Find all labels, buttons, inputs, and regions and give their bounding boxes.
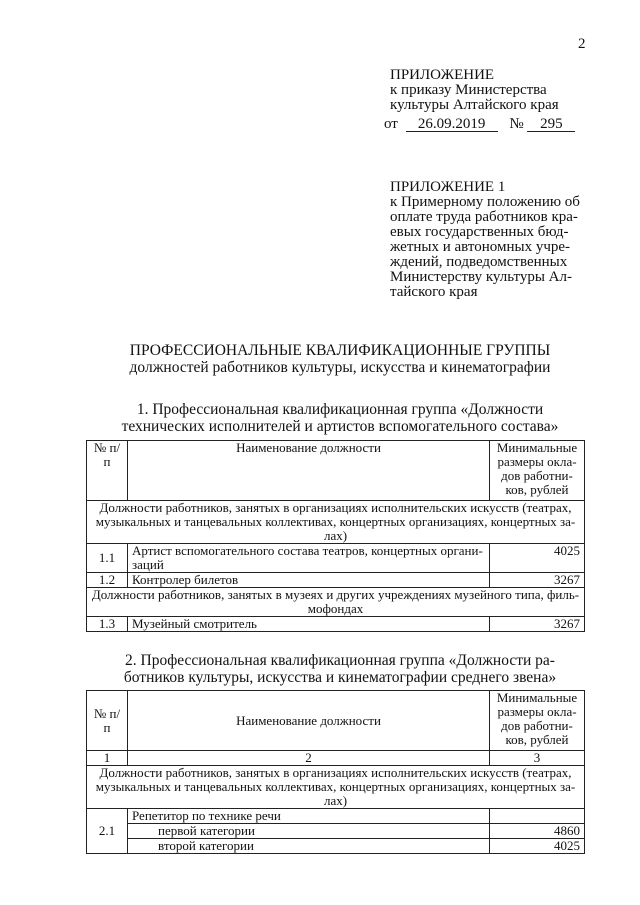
subrow-name: первой категории: [128, 824, 490, 839]
subrow-name: второй категории: [128, 839, 490, 854]
appendix-1-line: к Примерному положению об: [390, 194, 580, 210]
table-row: [87, 617, 585, 632]
section-title: Должности работников, занятых в организациях исполнительских искусств (театрах, музыкальных и танцевальных коллективах, концертных организациях, концертных за-лах): [87, 501, 585, 544]
row-value-empty: [490, 809, 585, 824]
colnum-3: 3: [490, 751, 585, 766]
row-value: 4025: [490, 544, 585, 573]
order-date-line: [384, 117, 575, 132]
appendix-1-title: ПРИЛОЖЕНИЕ 1: [390, 179, 506, 195]
table-colnum-row: [87, 751, 585, 766]
appendix-line: к приказу Министерства: [390, 82, 547, 98]
table-header-row: [87, 691, 585, 751]
subrow-value: 4860: [490, 824, 585, 839]
header-name: Наименование должности: [128, 441, 490, 501]
appendix-1-block: [390, 180, 580, 300]
header-salary: Минимальные размеры окла-дов работни-ков, рублей: [490, 441, 585, 501]
appendix-1-line: оплате труда работников кра-: [390, 209, 578, 225]
row-name: Артист вспомогательного состава театров, концертных органи-заций: [128, 544, 490, 573]
table-row: [87, 544, 585, 573]
appendix-line: культуры Алтайского края: [390, 97, 559, 113]
appendix-1-line: тайского края: [390, 284, 478, 300]
section-title: Должности работников, занятых в организациях исполнительских искусств (театрах, музыкальных и танцевальных коллективах, концертных организациях, концертных за-лах): [87, 766, 585, 809]
appendix-1-line: жетных и автономных учре-: [390, 239, 571, 255]
number-prefix: №: [509, 116, 524, 132]
table-section-row: [87, 501, 585, 544]
row-num: 1.3: [87, 617, 128, 632]
main-title: [40, 342, 640, 376]
date-prefix: от: [384, 116, 398, 132]
group1-heading-line1: 1. Профессиональная квалификационная группа «Должности: [136, 401, 544, 418]
colnum-1: 1: [87, 751, 128, 766]
table-section-row: [87, 766, 585, 809]
appendix-title: ПРИЛОЖЕНИЕ: [390, 67, 495, 83]
order-number: 295: [527, 117, 575, 132]
table-row: [87, 573, 585, 588]
group1-heading-line2: технических исполнителей и артистов вспомогательного состава»: [121, 418, 559, 435]
row-num: 1.1: [87, 544, 128, 573]
group1-heading: [40, 401, 640, 435]
table-header-row: [87, 441, 585, 501]
header-num: № п/п: [87, 441, 128, 501]
header-name: Наименование должности: [128, 691, 490, 751]
appendix-1-line: ждений, подведомственных: [390, 254, 568, 270]
group2-heading-line1: 2. Профессиональная квалификационная группа «Должности ра-: [125, 652, 555, 669]
main-title-line1: ПРОФЕССИОНАЛЬНЫЕ КВАЛИФИКАЦИОННЫЕ ГРУППЫ: [129, 342, 551, 359]
row-value: 3267: [490, 573, 585, 588]
table-subrow: [87, 839, 585, 854]
row-name: Музейный смотритель: [128, 617, 490, 632]
header-salary: Минимальные размеры окла-дов работни-ков, рублей: [490, 691, 585, 751]
row-name: Контролер билетов: [128, 573, 490, 588]
page-number: 2: [578, 36, 586, 52]
appendix-1-line: Министерству культуры Ал-: [390, 269, 572, 285]
main-title-line2: должностей работников культуры, искусства и кинематографии: [129, 359, 551, 376]
appendix-1-line: евых государственных бюд-: [390, 224, 569, 240]
row-num: 1.2: [87, 573, 128, 588]
group2-heading-line2: ботников культуры, искусства и кинематографии среднего звена»: [123, 669, 557, 686]
row-name: Репетитор по технике речи: [128, 809, 490, 824]
group2-heading: [40, 652, 640, 686]
header-num: № п/п: [87, 691, 128, 751]
section-title: Должности работников, занятых в музеях и других учреждениях музейного типа, филь-мофондах: [87, 588, 585, 617]
row-value: 3267: [490, 617, 585, 632]
colnum-2: 2: [128, 751, 490, 766]
order-date: 26.09.2019: [406, 117, 498, 132]
group2-table: [86, 690, 585, 854]
table-section-row: [87, 588, 585, 617]
row-num: 2.1: [87, 809, 128, 854]
table-row: [87, 809, 585, 824]
group1-table: [86, 440, 585, 632]
appendix-order-block: [384, 67, 575, 132]
subrow-value: 4025: [490, 839, 585, 854]
table-subrow: [87, 824, 585, 839]
